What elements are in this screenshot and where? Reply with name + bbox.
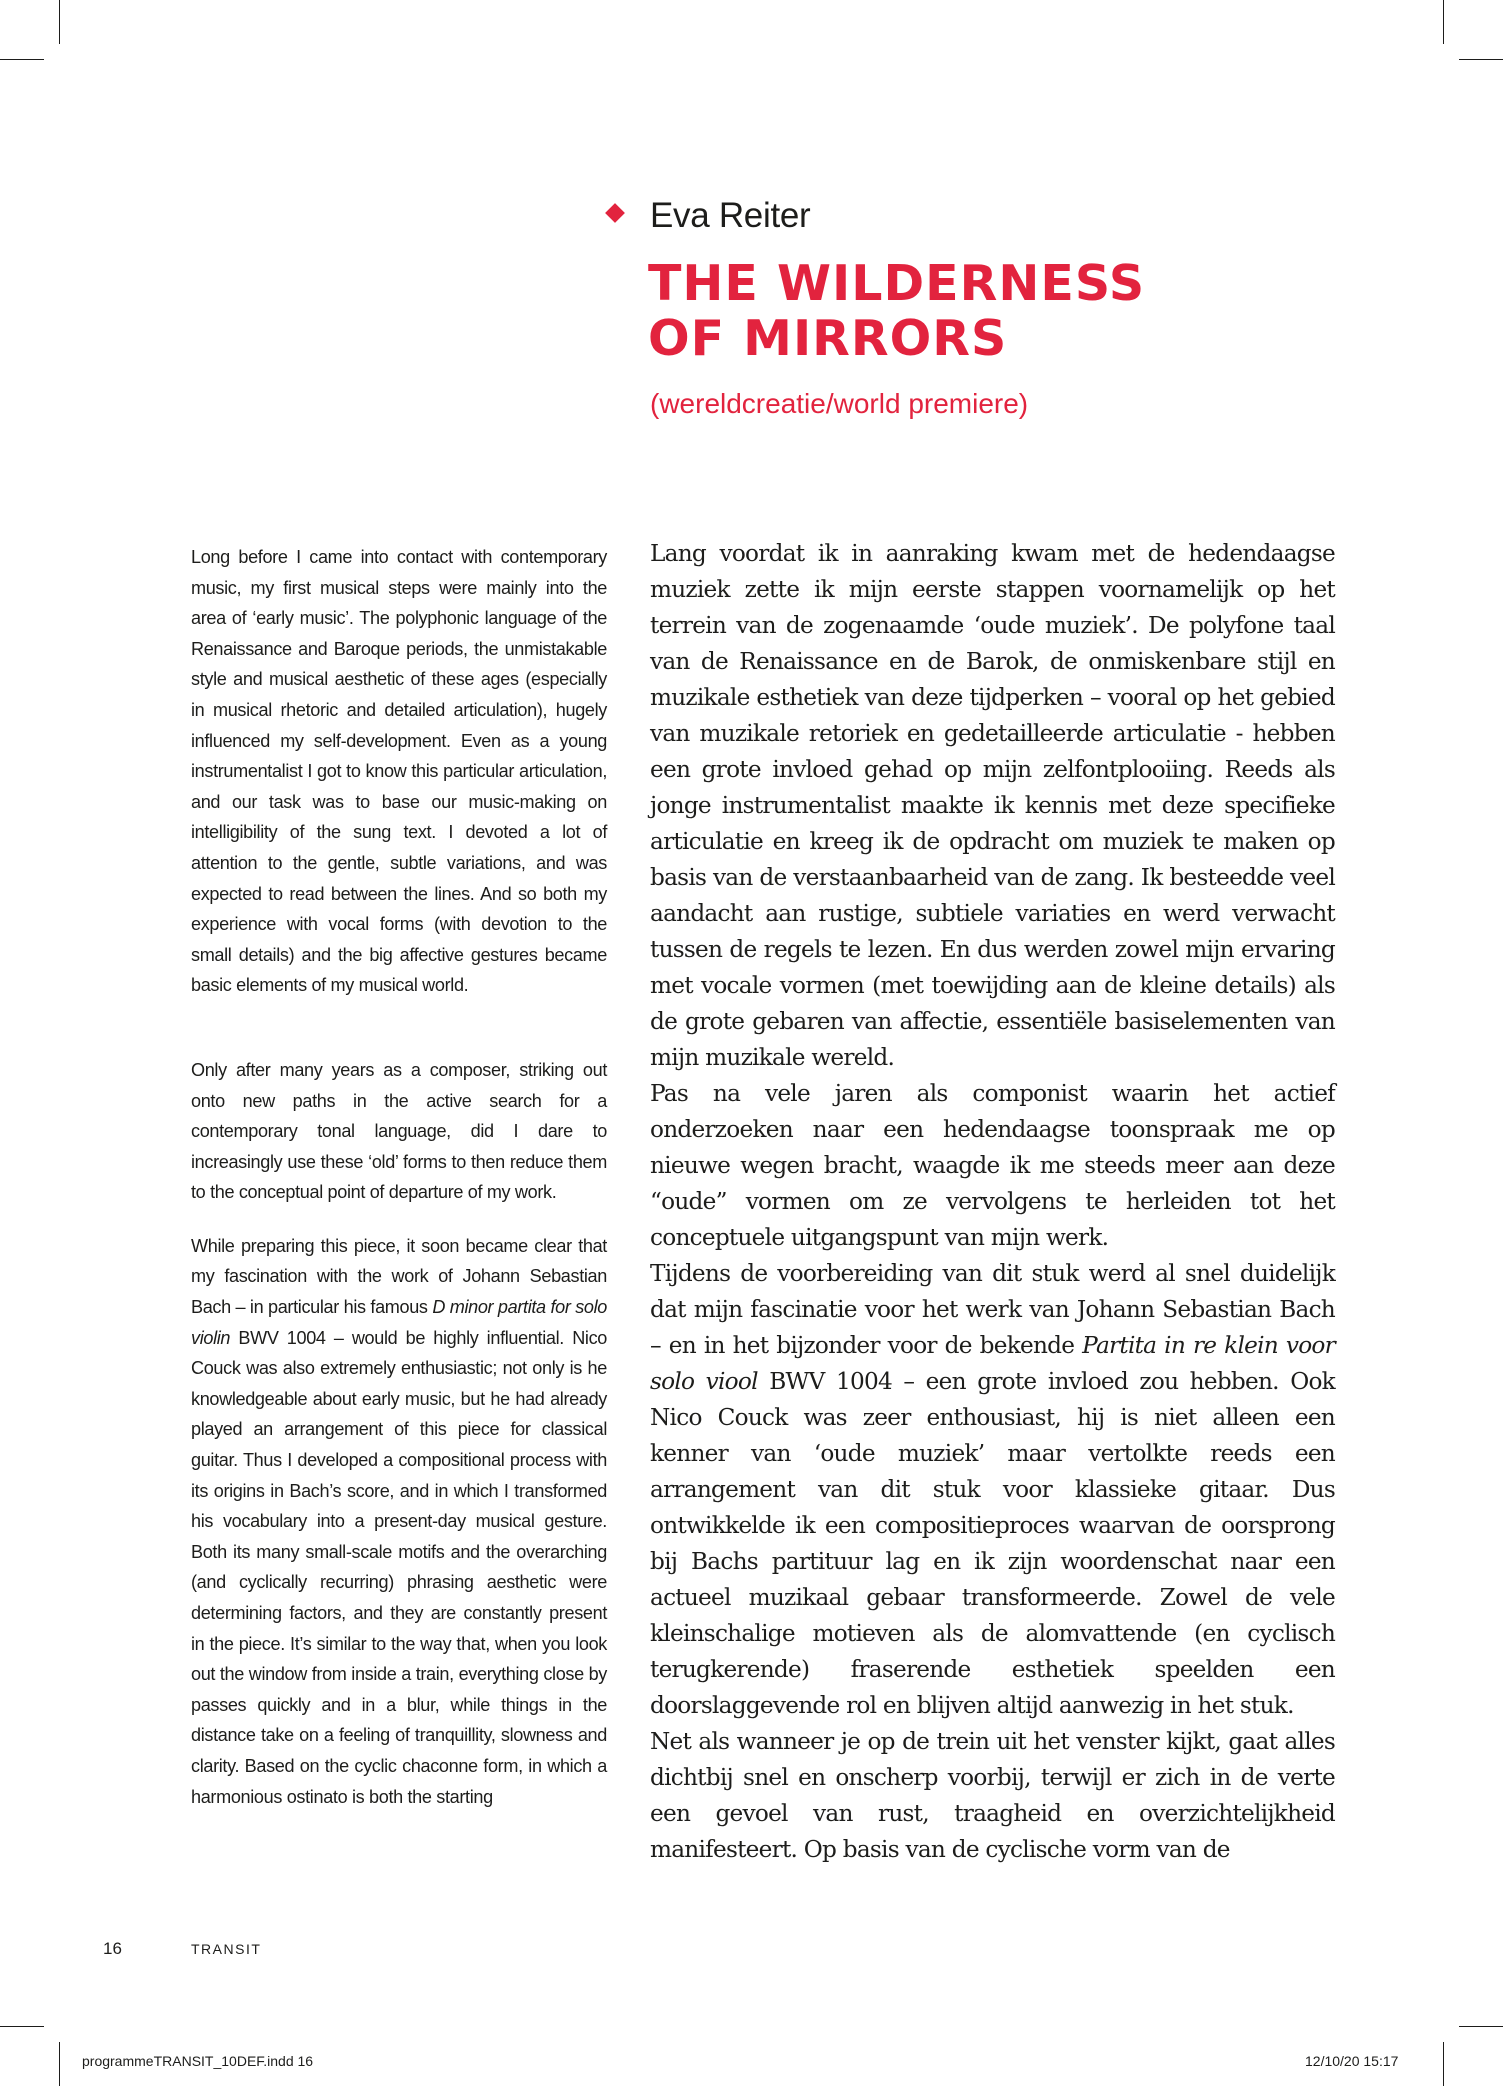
crop-mark-bottom-left-horizontal: [0, 2026, 44, 2027]
work-title-line-1: THE WILDERNESS: [648, 255, 1146, 312]
crop-mark-bottom-right-horizontal: [1459, 2026, 1503, 2027]
english-paragraph-3-emphasis: D minor partita for solo violin: [191, 1297, 607, 1348]
work-title-line-2: OF MIRRORS: [648, 310, 1008, 367]
english-paragraph-3-text-a: While preparing this piece, it soon became clear that my fascination with the work of Johann Sebastian Bach – in particular his famous: [191, 1235, 607, 1318]
dutch-paragraph-3: [650, 1256, 1335, 1724]
dutch-paragraph-2: Pas na vele jaren als componist waarin het actief onderzoeken naar een hedendaagse toonspraak me op nieuwe wegen bracht, waagde ik me steeds meer aan deze “oude” vormen om ze vervolgens te herleiden tot het conceptuele uitgangspunt van mijn werk.: [650, 1080, 1335, 1251]
diamond-bullet-icon: [605, 203, 625, 223]
english-paragraph-2: Only after many years as a composer, striking out onto new paths in the active search for a contemporary tonal language, did I dare to increasingly use these ‘old’ forms to then reduce them to the conceptual point of departure of my work.: [191, 1059, 607, 1203]
dutch-column: [650, 536, 1335, 1868]
english-paragraph-3: [191, 1231, 607, 1812]
work-title: [648, 256, 1145, 366]
dutch-paragraph-4: Net als wanneer je op de trein uit het venster kijkt, gaat alles dichtbij snel en onscherp voorbij, terwijl er zich in de verte een gevoel van rust, traagheid en overzichtelijkheid manifesteert. Op basis van de cyclische vorm van de: [650, 1728, 1335, 1863]
composer-name: Eva Reiter: [650, 196, 811, 235]
dutch-paragraph-3-text-b: BWV 1004 – een grote invloed zou hebben. Ook Nico Couck was zeer enthousiast, hij is niet alleen een kenner van ‘oude muziek’ maar vertolkte reeds een arrangement van dit stuk voor klassieke gitaar. Dus ontwikkelde ik een compositieproces waarvan de oorsprong bij Bachs partituur lag en ik zijn woordenschat naar een actueel muzikaal gebaar transformeerde. Zowel de vele kleinschalige motieven als de alomvattende (en cyclisch terugkerende) fraserende esthetiek speelden een doorslaggevende rol en blijven altijd aanwezig in het stuk.: [650, 1368, 1335, 1719]
dutch-paragraph-3-emphasis: Partita in re klein voor solo viool: [650, 1332, 1335, 1395]
crop-mark-top-left-horizontal: [0, 59, 44, 60]
english-paragraph-3-text-b: BWV 1004 – would be highly influential. Nico Couck was also extremely enthusiastic; not only is he knowledgeable about early music, but he had already played an arrangement of this piece for classical guitar. Thus I developed a compositional process with its origins in Bach’s score, and in which I transformed his vocabulary into a present-day musical gesture. Both its many small-scale motifs and the overarching (and cyclically recurring) phrasing aesthetic were determining factors, and they are constantly present in the piece. It’s similar to the way that, when you look out the window from inside a train, everything close by passes quickly and in a blur, while things in the distance take on a feeling of tranquillity, slowness and clarity. Based on the cyclic chaconne form, in which a harmonious ostinato is both the starting: [191, 1327, 607, 1807]
slug-file-name: programmeTRANSIT_10DEF.indd 16: [82, 2053, 314, 2069]
work-subtitle: (wereldcreatie/world premiere): [650, 388, 1029, 419]
crop-mark-top-right-vertical: [1443, 0, 1444, 44]
english-column: [191, 542, 607, 1812]
crop-mark-bottom-left-vertical: [59, 2042, 60, 2086]
dutch-paragraph-3-text-a: Tijdens de voorbereiding van dit stuk werd al snel duidelijk dat mijn fascinatie voor het werk van Johann Sebastian Bach – en in het bijzonder voor de bekende: [650, 1260, 1335, 1359]
english-paragraph-1: Long before I came into contact with contemporary music, my first musical steps were mainly into the area of ‘early music’. The polyphonic language of the Renaissance and Baroque periods, the unmistakable style and musical aesthetic of these ages (especially in musical rhetoric and detailed articulation), hugely influenced my self-development. Even as a young instrumentalist I got to know this particular articulation, and our task was to base our music-making on intelligibility of the sung text. I devoted a lot of attention to the gentle, subtle variations, and was expected to read between the lines. And so both my experience with vocal forms (with devotion to the small details) and the big affective gestures became basic elements of my musical world.: [191, 547, 607, 996]
page-number: 16: [103, 1939, 122, 1958]
dutch-paragraph-1: Lang voordat ik in aanraking kwam met de hedendaagse muziek zette ik mijn eerste stappen voornamelijk op het terrein van de zogenaamde ‘oude muziek’. De polyfone taal van de Renaissance en de Barok, de onmiskenbare stijl en muzikale esthetiek van deze tijdperken – vooral op het gebied van muzikale retoriek en gedetailleerde articulatie - hebben een grote invloed gehad op mijn zelfontplooiing. Reeds als jonge instrumentalist maakte ik kennis met deze specifieke articulatie en kreeg ik de opdracht om muziek te maken op basis van de verstaanbaarheid van de zang. Ik besteedde veel aandacht aan rustige, subtiele variaties en werd verwacht tussen de regels te lezen. En dus werden zowel mijn ervaring met vocale vormen (met toewijding aan de kleine details) als de grote gebaren van affectie, essentiële basiselementen van mijn muzikale wereld.: [650, 540, 1335, 1071]
crop-mark-top-right-horizontal: [1459, 59, 1503, 60]
crop-mark-top-left-vertical: [59, 0, 60, 44]
crop-mark-bottom-right-vertical: [1443, 2042, 1444, 2086]
slug-date-time: 12/10/20 15:17: [1305, 2053, 1399, 2069]
running-head: TRANSIT: [191, 1941, 262, 1957]
